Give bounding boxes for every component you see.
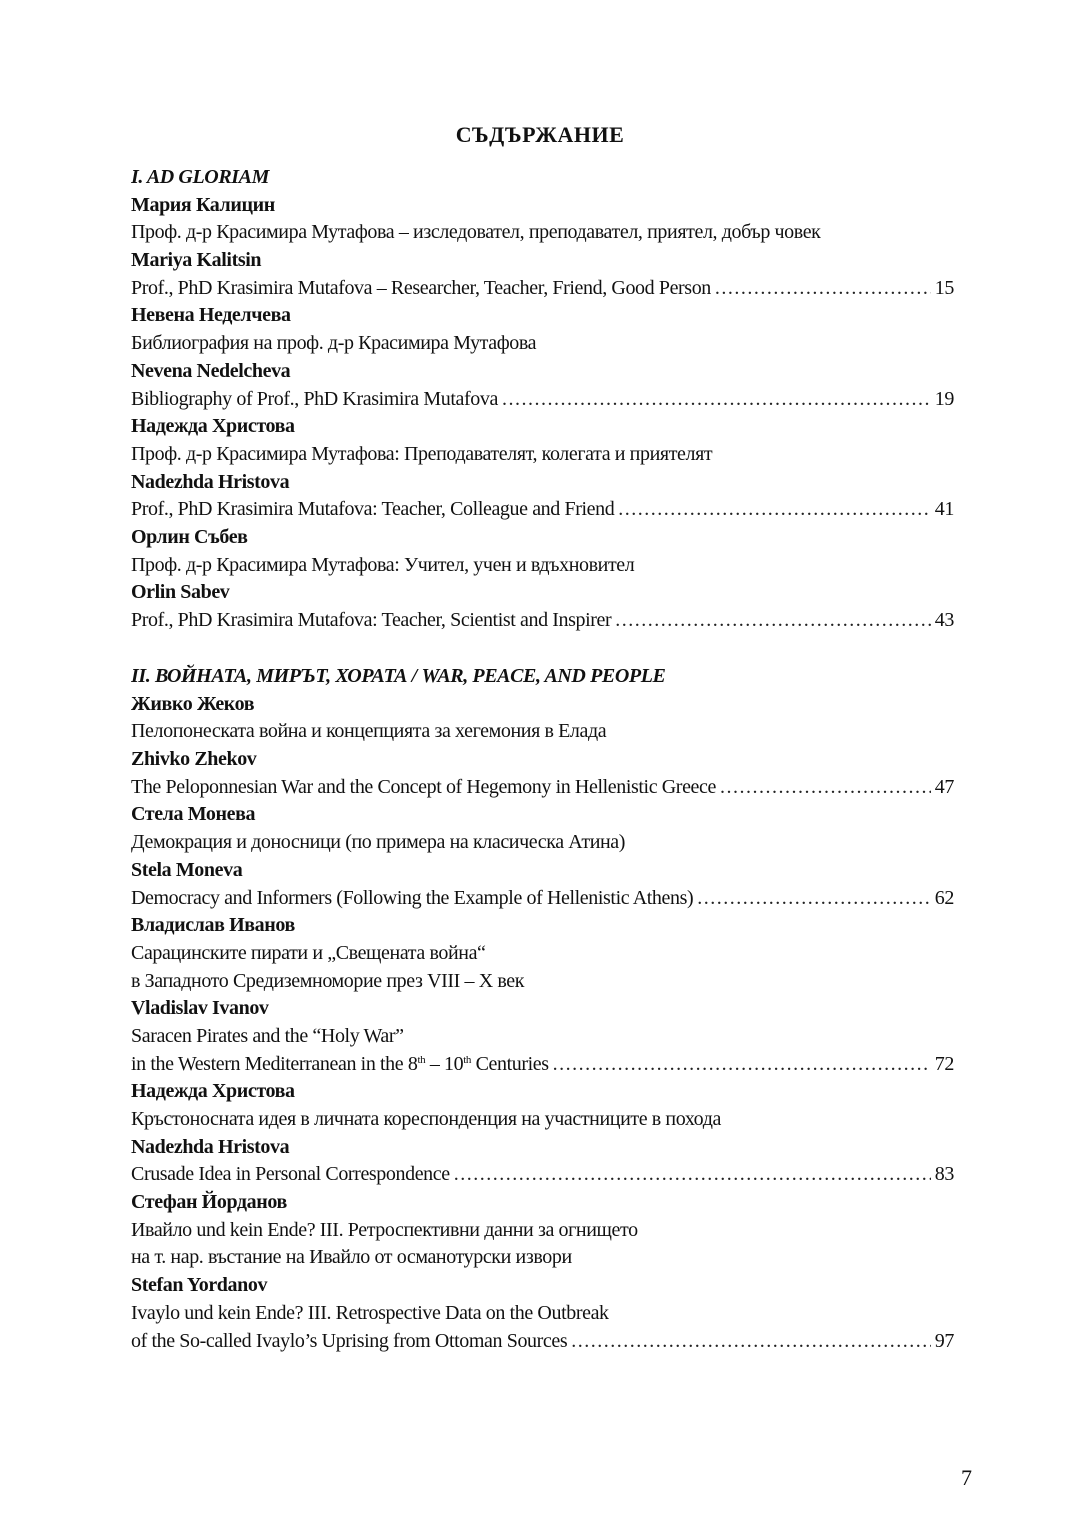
toc-entry[interactable] (131, 1328, 954, 1356)
title-bg-line-1: Сарацинските пирати и „Свещената война“ (131, 941, 486, 964)
author-en: Stefan Yordanov (131, 1274, 268, 1297)
title-bg: Проф. д-р Красимира Мутафова: Преподавателят, колегата и приятелят (131, 442, 713, 465)
author-bg: Надежда Христова (131, 415, 295, 438)
toc-entry[interactable] (131, 607, 954, 635)
dot-leader (615, 607, 931, 635)
title-bg: Библиография на проф. д-р Красимира Мутафова (131, 332, 537, 355)
title-bg: Демокрация и доносници (по примера на класическа Атина) (131, 831, 626, 854)
toc-entry[interactable] (131, 275, 954, 303)
page-ref: 15 (934, 276, 954, 299)
author-en: Nevena Nedelcheva (131, 359, 291, 382)
toc-entry[interactable] (131, 1051, 954, 1079)
toc-section-2 (131, 663, 954, 1355)
title-en: Democracy and Informers (Following the Example of Hellenistic Athens) (131, 886, 694, 909)
title-en: Prof., PhD Krasimira Mutafova: Teacher, Scientist and Inspirer (131, 609, 612, 631)
dot-leader (618, 496, 931, 524)
page-ref: 43 (934, 609, 954, 631)
title-en: The Peloponnesian War and the Concept of Hegemony in Hellenistic Greece (131, 775, 716, 798)
author-bg: Живко Жеков (131, 692, 255, 715)
title-en-line-2: of the So-called Ivaylo’s Uprising from Ottoman Sources (131, 1329, 568, 1352)
page-ref: 41 (934, 498, 954, 521)
author-bg: Стела Монева (131, 803, 256, 826)
dot-leader (571, 1328, 931, 1356)
toc-entry[interactable] (131, 774, 954, 802)
title-en-part: – 10 (425, 1052, 464, 1075)
title-en-part: in the Western Mediterranean in the 8 (131, 1052, 418, 1075)
title-en-line-1: Ivaylo und kein Ende? III. Retrospective Data on the Outbreak (131, 1301, 609, 1324)
author-en: Nadezhda Hristova (131, 470, 290, 493)
dot-leader (454, 1161, 931, 1189)
author-bg: Стефан Йорданов (131, 1191, 287, 1214)
title-bg-line-1: Ивайло und kein Ende? III. Ретроспективни данни за огнището (131, 1218, 638, 1241)
author-bg: Невена Неделчева (131, 304, 291, 327)
page-ref: 97 (934, 1329, 954, 1352)
dot-leader (715, 275, 931, 303)
page-ref: 19 (934, 387, 954, 410)
page-ref: 47 (934, 775, 954, 798)
author-bg: Мария Калицин (131, 193, 275, 216)
section-heading: I. AD GLORIAM (131, 166, 269, 188)
title-en: Bibliography of Prof., PhD Krasimira Mutafova (131, 387, 498, 410)
title-en: Prof., PhD Krasimira Mutafova – Researcher, Teacher, Friend, Good Person (131, 276, 711, 299)
author-bg: Владислав Иванов (131, 914, 295, 937)
page-title: СЪДЪРЖАНИЕ (455, 122, 625, 147)
title-bg: Проф. д-р Красимира Мутафова – изследовател, преподавател, приятел, добър човек (131, 221, 821, 244)
author-en: Mariya Kalitsin (131, 249, 262, 272)
dot-leader (502, 386, 931, 414)
section-heading: II. ВОЙНАТА, МИРЪТ, ХОРАТА / WAR, PEACE, AND PEOPLE (131, 665, 666, 687)
dot-leader (720, 774, 931, 802)
ordinal-suffix: th (417, 1053, 426, 1066)
title-en: Crusade Idea in Personal Correspondence (131, 1163, 450, 1186)
title-en-line-2 (131, 1051, 549, 1079)
author-en: Vladislav Ivanov (131, 997, 269, 1020)
dot-leader (553, 1051, 931, 1079)
page-ref: 83 (934, 1163, 954, 1186)
title-bg-line-2: в Западното Средиземноморие през VIII – X век (131, 969, 525, 992)
author-bg: Надежда Христова (131, 1080, 295, 1103)
page-ref: 62 (934, 886, 954, 909)
author-en: Stela Moneva (131, 858, 243, 881)
title-bg: Кръстоносната идея в личната кореспонденция на участниците в похода (131, 1108, 721, 1130)
author-en: Nadezhda Hristova (131, 1135, 290, 1158)
author-bg: Орлин Събев (131, 525, 248, 548)
title-en-part: Centuries (471, 1052, 549, 1075)
toc-entry[interactable] (131, 885, 954, 913)
title-bg-line-2: на т. нар. въстание на Ивайло от османотурски извори (131, 1246, 572, 1269)
author-en: Orlin Sabev (131, 581, 230, 604)
toc-entry[interactable] (131, 386, 954, 414)
title-bg: Проф. д-р Красимира Мутафова: Учител, учен и вдъхновител (131, 553, 635, 576)
title-bg: Пелопонеската война и концепцията за хегемония в Елада (131, 720, 607, 743)
dot-leader (697, 885, 931, 913)
page-number: 7 (961, 1465, 972, 1490)
toc-entry[interactable] (131, 496, 954, 524)
author-en: Zhivko Zhekov (131, 748, 257, 771)
toc-entry[interactable] (131, 1161, 954, 1189)
page-ref: 72 (934, 1052, 954, 1075)
ordinal-suffix: th (463, 1053, 471, 1066)
title-en-line-1: Saracen Pirates and the “Holy War” (131, 1024, 404, 1047)
toc-section-1 (131, 164, 954, 635)
title-en: Prof., PhD Krasimira Mutafova: Teacher, Colleague and Friend (131, 498, 615, 521)
